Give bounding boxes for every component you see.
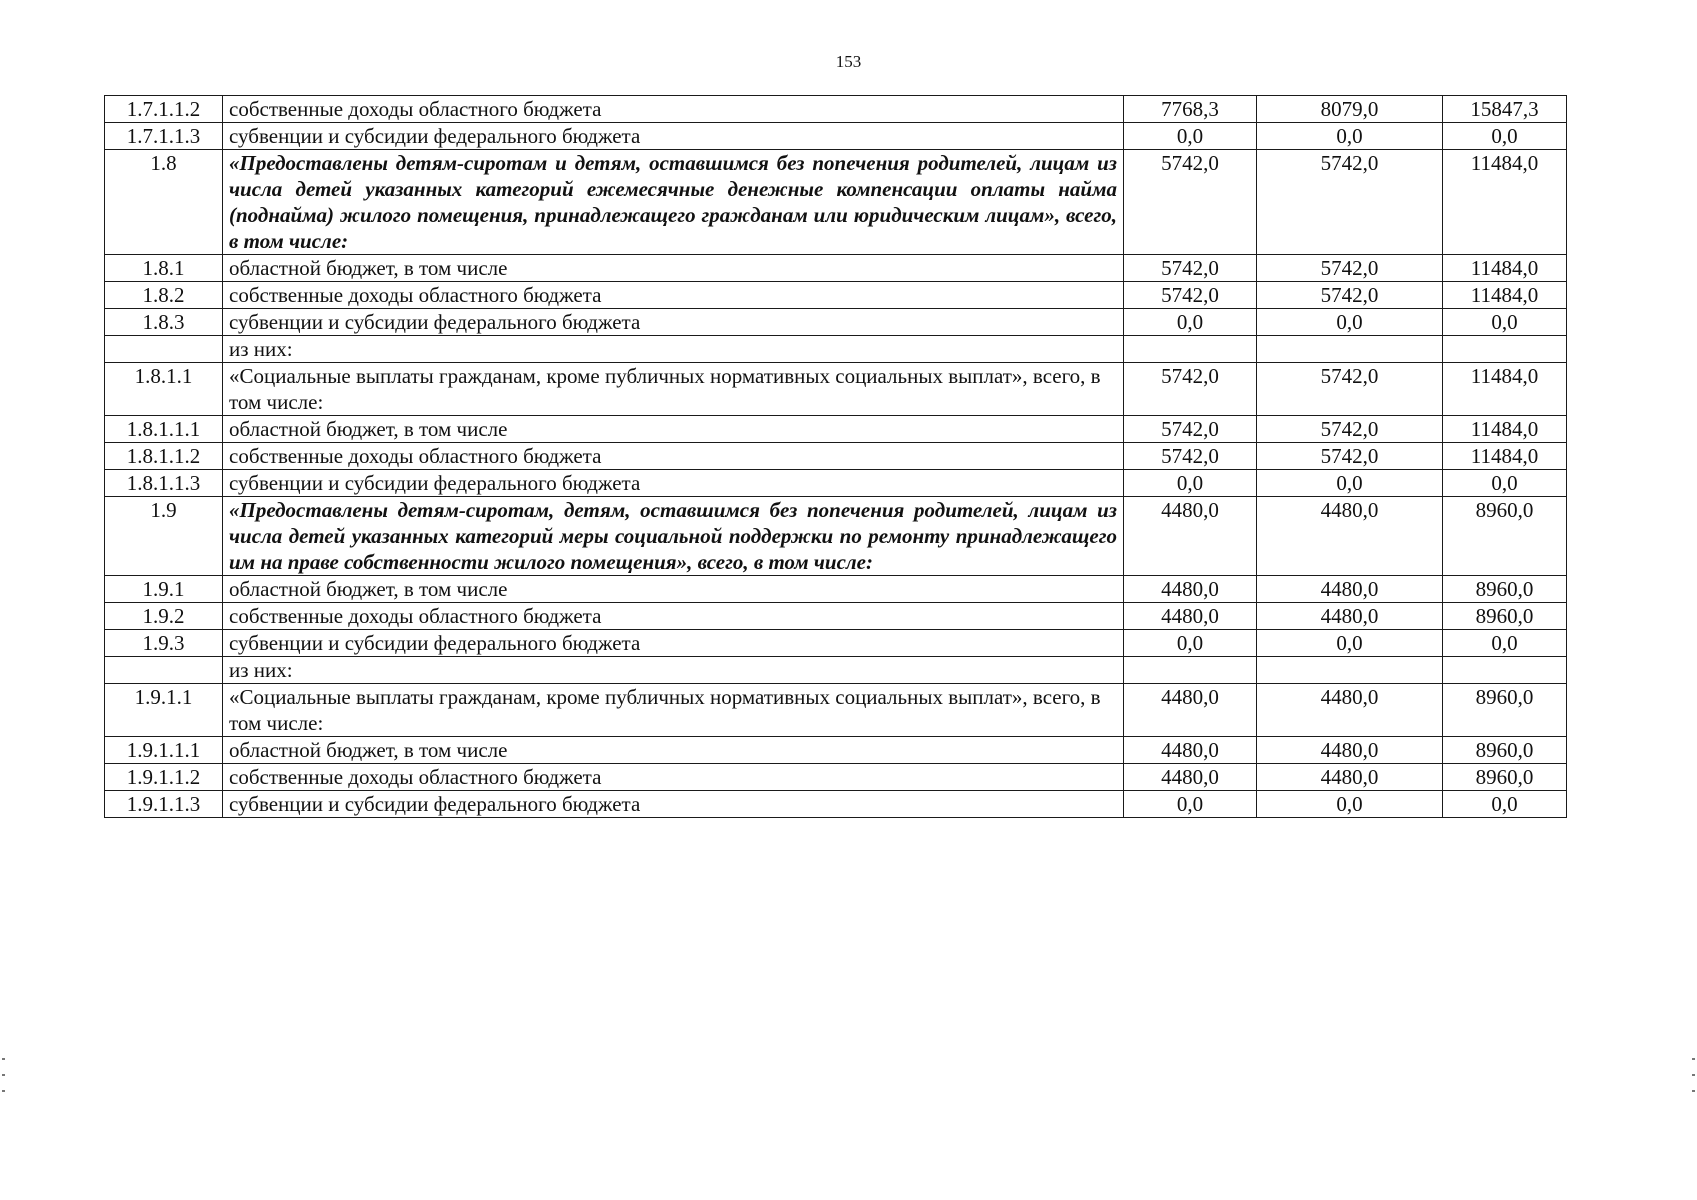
row-total-cell: 11484,0 xyxy=(1443,255,1567,282)
row-code-cell: 1.8.2 xyxy=(105,282,223,309)
table-row xyxy=(105,497,1567,576)
row-code-cell: 1.9 xyxy=(105,497,223,576)
row-value-2-cell: 4480,0 xyxy=(1257,603,1443,630)
table-row xyxy=(105,657,1567,684)
row-value-1-cell: 0,0 xyxy=(1124,791,1257,818)
page-number: 153 xyxy=(835,52,862,71)
row-description-cell: собственные доходы областного бюджета xyxy=(223,443,1124,470)
row-value-1-cell: 4480,0 xyxy=(1124,497,1257,576)
row-value-2-cell: 5742,0 xyxy=(1257,363,1443,416)
row-total-cell xyxy=(1443,657,1567,684)
row-value-2-cell: 0,0 xyxy=(1257,123,1443,150)
row-code-cell xyxy=(105,657,223,684)
row-value-1-cell: 0,0 xyxy=(1124,630,1257,657)
row-value-2-cell: 5742,0 xyxy=(1257,150,1443,255)
row-description-cell: собственные доходы областного бюджета xyxy=(223,603,1124,630)
scan-edge-mark xyxy=(1692,1074,1695,1076)
row-value-2-cell: 8079,0 xyxy=(1257,96,1443,123)
row-value-1-cell: 5742,0 xyxy=(1124,150,1257,255)
table-row xyxy=(105,150,1567,255)
row-value-2-cell: 5742,0 xyxy=(1257,416,1443,443)
row-value-1-cell: 5742,0 xyxy=(1124,443,1257,470)
row-description-cell: субвенции и субсидии федерального бюджета xyxy=(223,470,1124,497)
row-description-cell: субвенции и субсидии федерального бюджета xyxy=(223,309,1124,336)
row-value-1-cell: 4480,0 xyxy=(1124,764,1257,791)
row-value-1-cell: 4480,0 xyxy=(1124,603,1257,630)
row-code-cell: 1.7.1.1.3 xyxy=(105,123,223,150)
row-description-cell: из них: xyxy=(223,336,1124,363)
scan-edge-mark xyxy=(2,1090,5,1092)
row-value-1-cell: 4480,0 xyxy=(1124,684,1257,737)
row-value-1-cell: 7768,3 xyxy=(1124,96,1257,123)
row-value-1-cell xyxy=(1124,336,1257,363)
row-total-cell: 0,0 xyxy=(1443,470,1567,497)
row-value-2-cell: 0,0 xyxy=(1257,791,1443,818)
row-total-cell: 11484,0 xyxy=(1443,282,1567,309)
row-code-cell: 1.7.1.1.2 xyxy=(105,96,223,123)
row-code-cell: 1.8.1.1.1 xyxy=(105,416,223,443)
table-row xyxy=(105,630,1567,657)
table-row xyxy=(105,764,1567,791)
row-value-1-cell: 0,0 xyxy=(1124,309,1257,336)
row-value-2-cell: 0,0 xyxy=(1257,630,1443,657)
row-total-cell: 11484,0 xyxy=(1443,416,1567,443)
row-value-1-cell: 5742,0 xyxy=(1124,255,1257,282)
row-heading-cell: «Предоставлены детям-сиротам, детям, оставшимся без попечения родителей, лицам из числа детей указанных категорий меры социальной поддержки по ремонту принадлежащего им на праве собственности жилого помещения», всего, в том числе: xyxy=(223,497,1124,576)
table-row xyxy=(105,309,1567,336)
row-total-cell xyxy=(1443,336,1567,363)
scan-edge-mark xyxy=(1692,1058,1695,1060)
row-value-2-cell: 0,0 xyxy=(1257,309,1443,336)
row-total-cell: 15847,3 xyxy=(1443,96,1567,123)
row-code-cell: 1.8.1.1.2 xyxy=(105,443,223,470)
table-row xyxy=(105,737,1567,764)
table-row xyxy=(105,363,1567,416)
row-description-cell: субвенции и субсидии федерального бюджета xyxy=(223,791,1124,818)
row-total-cell: 8960,0 xyxy=(1443,603,1567,630)
row-value-2-cell: 4480,0 xyxy=(1257,576,1443,603)
row-code-cell: 1.9.2 xyxy=(105,603,223,630)
row-code-cell: 1.9.1.1.3 xyxy=(105,791,223,818)
row-value-2-cell: 4480,0 xyxy=(1257,764,1443,791)
row-total-cell: 11484,0 xyxy=(1443,150,1567,255)
row-description-cell: субвенции и субсидии федерального бюджета xyxy=(223,123,1124,150)
row-description-cell: областной бюджет, в том числе xyxy=(223,255,1124,282)
table-row xyxy=(105,123,1567,150)
row-code-cell xyxy=(105,336,223,363)
row-value-1-cell: 5742,0 xyxy=(1124,282,1257,309)
table-row xyxy=(105,96,1567,123)
row-total-cell: 8960,0 xyxy=(1443,737,1567,764)
row-total-cell: 0,0 xyxy=(1443,123,1567,150)
row-total-cell: 8960,0 xyxy=(1443,497,1567,576)
row-value-1-cell: 0,0 xyxy=(1124,470,1257,497)
row-value-2-cell xyxy=(1257,657,1443,684)
table-row xyxy=(105,603,1567,630)
row-total-cell: 8960,0 xyxy=(1443,576,1567,603)
row-total-cell: 0,0 xyxy=(1443,309,1567,336)
row-value-1-cell xyxy=(1124,657,1257,684)
row-description-cell: «Социальные выплаты гражданам, кроме публичных нормативных социальных выплат», всего, в том числе: xyxy=(223,363,1124,416)
row-code-cell: 1.8.3 xyxy=(105,309,223,336)
budget-table-body xyxy=(105,96,1567,818)
scan-edge-mark xyxy=(1692,1090,1695,1092)
row-total-cell: 11484,0 xyxy=(1443,443,1567,470)
row-value-1-cell: 4480,0 xyxy=(1124,737,1257,764)
row-value-1-cell: 5742,0 xyxy=(1124,416,1257,443)
scan-edge-mark xyxy=(2,1074,5,1076)
row-description-cell: областной бюджет, в том числе xyxy=(223,576,1124,603)
table-row xyxy=(105,416,1567,443)
row-value-1-cell: 0,0 xyxy=(1124,123,1257,150)
row-value-2-cell: 4480,0 xyxy=(1257,497,1443,576)
row-code-cell: 1.8.1 xyxy=(105,255,223,282)
table-row xyxy=(105,255,1567,282)
row-value-2-cell: 5742,0 xyxy=(1257,443,1443,470)
row-total-cell: 11484,0 xyxy=(1443,363,1567,416)
row-value-2-cell: 0,0 xyxy=(1257,470,1443,497)
row-value-2-cell: 4480,0 xyxy=(1257,684,1443,737)
table-row xyxy=(105,336,1567,363)
row-total-cell: 0,0 xyxy=(1443,791,1567,818)
table-row xyxy=(105,576,1567,603)
row-value-2-cell: 5742,0 xyxy=(1257,282,1443,309)
row-heading-cell: «Предоставлены детям-сиротам и детям, оставшимся без попечения родителей, лицам из числа детей указанных категорий ежемесячные денежные компенсации оплаты найма (поднайма) жилого помещения, принадлежащего гражданам или юридическим лицам», всего, в том числе: xyxy=(223,150,1124,255)
row-description-cell: областной бюджет, в том числе xyxy=(223,737,1124,764)
row-total-cell: 0,0 xyxy=(1443,630,1567,657)
row-description-cell: собственные доходы областного бюджета xyxy=(223,764,1124,791)
row-total-cell: 8960,0 xyxy=(1443,684,1567,737)
table-row xyxy=(105,443,1567,470)
row-code-cell: 1.9.1.1.2 xyxy=(105,764,223,791)
row-description-cell: субвенции и субсидии федерального бюджета xyxy=(223,630,1124,657)
table-row xyxy=(105,282,1567,309)
row-description-cell: «Социальные выплаты гражданам, кроме публичных нормативных социальных выплат», всего, в том числе: xyxy=(223,684,1124,737)
row-code-cell: 1.9.1.1 xyxy=(105,684,223,737)
row-value-2-cell: 5742,0 xyxy=(1257,255,1443,282)
row-code-cell: 1.8.1.1 xyxy=(105,363,223,416)
row-description-cell: собственные доходы областного бюджета xyxy=(223,282,1124,309)
row-total-cell: 8960,0 xyxy=(1443,764,1567,791)
row-code-cell: 1.9.1.1.1 xyxy=(105,737,223,764)
row-code-cell: 1.9.3 xyxy=(105,630,223,657)
table-row xyxy=(105,791,1567,818)
row-value-2-cell xyxy=(1257,336,1443,363)
row-description-cell: собственные доходы областного бюджета xyxy=(223,96,1124,123)
budget-table xyxy=(104,95,1567,818)
table-row xyxy=(105,684,1567,737)
row-description-cell: из них: xyxy=(223,657,1124,684)
row-code-cell: 1.8 xyxy=(105,150,223,255)
row-value-2-cell: 4480,0 xyxy=(1257,737,1443,764)
row-value-1-cell: 5742,0 xyxy=(1124,363,1257,416)
scan-edge-mark xyxy=(2,1058,5,1060)
row-value-1-cell: 4480,0 xyxy=(1124,576,1257,603)
row-description-cell: областной бюджет, в том числе xyxy=(223,416,1124,443)
row-code-cell: 1.9.1 xyxy=(105,576,223,603)
row-code-cell: 1.8.1.1.3 xyxy=(105,470,223,497)
table-row xyxy=(105,470,1567,497)
